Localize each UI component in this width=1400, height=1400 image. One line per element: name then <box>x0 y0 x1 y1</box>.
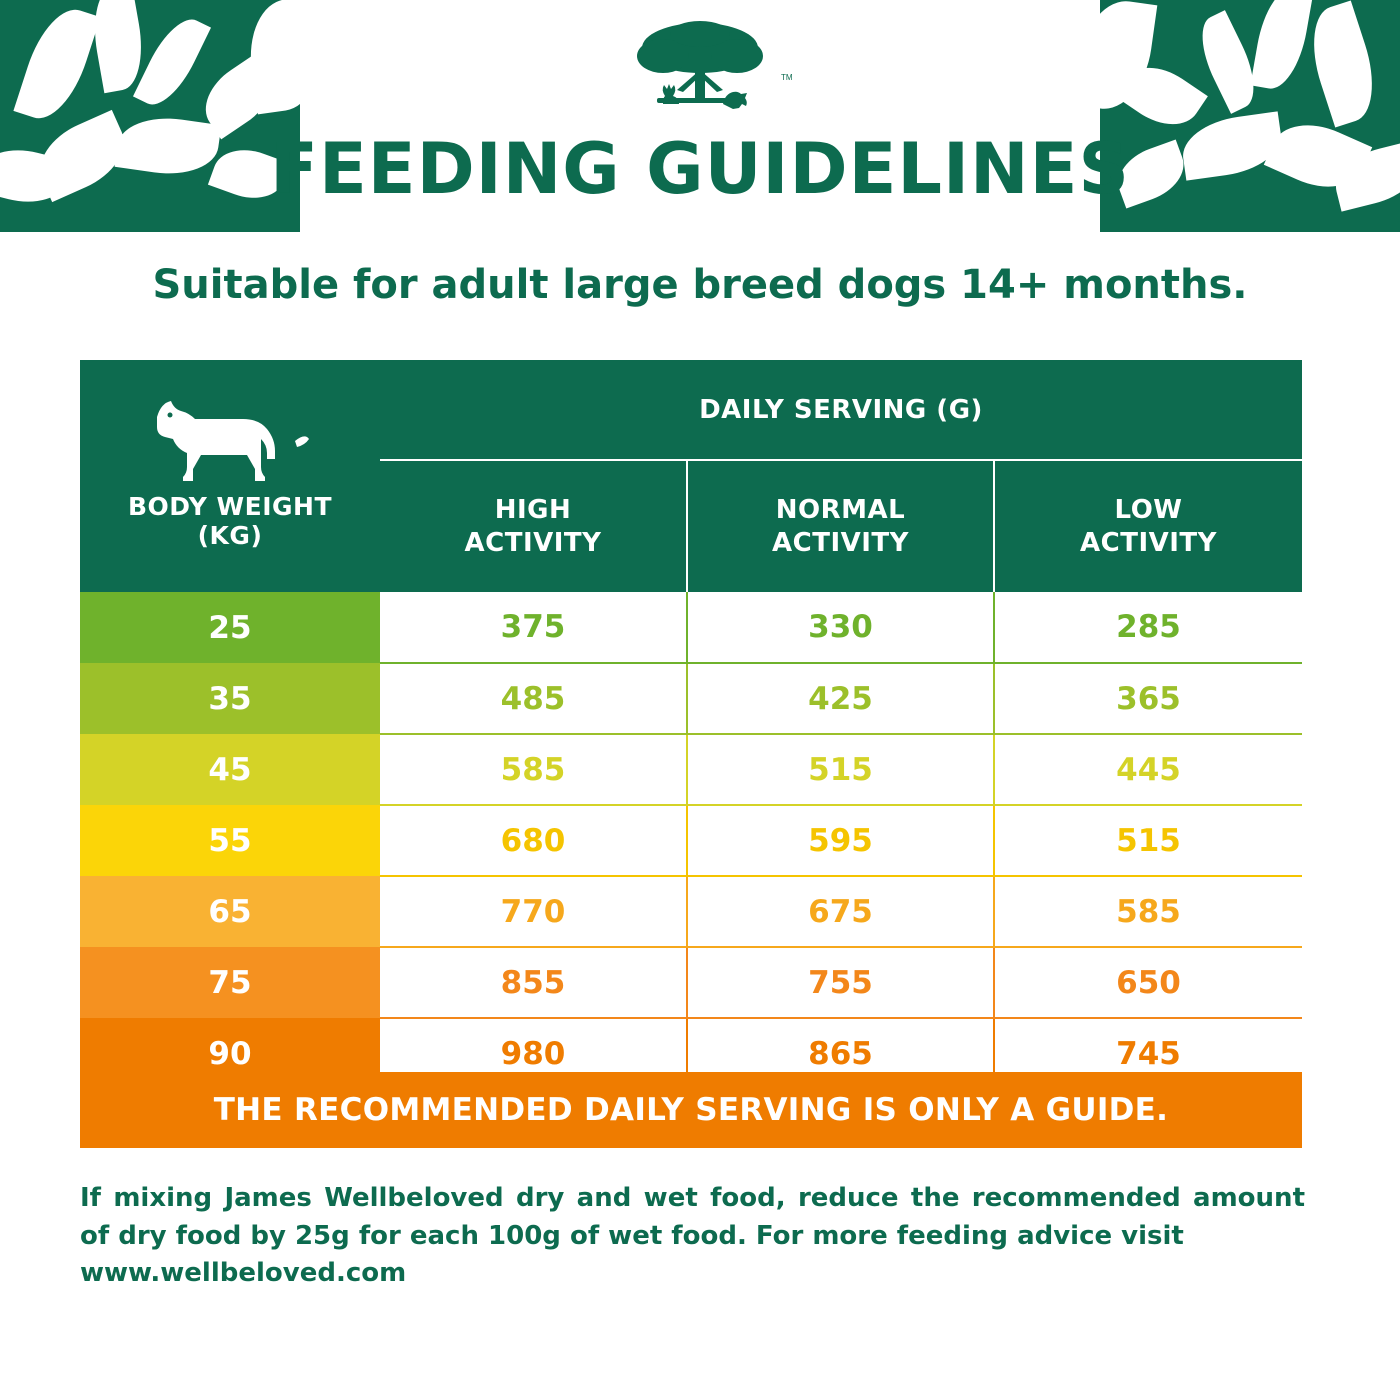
note-line-1: If mixing James Wellbeloved dry and wet food, reduce the recommended amount <box>80 1183 1305 1213</box>
leaf-shape <box>1299 0 1386 127</box>
leaf-shape <box>243 0 328 114</box>
cell-high-activity: 855 <box>380 947 687 1018</box>
leaf-shape <box>13 0 100 127</box>
cell-high-activity: 585 <box>380 734 687 805</box>
table-body <box>80 592 1302 1089</box>
guide-disclaimer-bar: THE RECOMMENDED DAILY SERVING IS ONLY A GUIDE. <box>80 1072 1302 1148</box>
note-line-2: of dry food by 25g for each 100g of wet food. For more feeding advice visit <box>80 1220 1184 1251</box>
cell-normal-activity: 425 <box>687 663 994 734</box>
cell-normal-activity: 865 <box>687 1018 994 1089</box>
body-weight-line2: (KG) <box>197 521 263 550</box>
cell-normal-activity: 755 <box>687 947 994 1018</box>
feeding-guidelines-table <box>80 360 1302 1090</box>
cell-high-activity: 375 <box>380 592 687 663</box>
cell-body-weight: 65 <box>80 876 380 947</box>
cell-low-activity: 445 <box>994 734 1302 805</box>
table-row <box>80 805 1302 876</box>
leaf-shape <box>133 10 211 114</box>
cell-high-activity: 680 <box>380 805 687 876</box>
cell-body-weight: 45 <box>80 734 380 805</box>
james-wellbeloved-tree-logo-icon <box>605 18 795 128</box>
cell-body-weight: 55 <box>80 805 380 876</box>
body-weight-header-cell <box>80 360 380 592</box>
dog-icon <box>145 397 315 489</box>
cell-high-activity: 980 <box>380 1018 687 1089</box>
col-high-line2: ACTIVITY <box>464 527 602 558</box>
cell-body-weight: 90 <box>80 1018 380 1089</box>
table-header-row-1 <box>80 360 1302 460</box>
cell-normal-activity: 595 <box>687 805 994 876</box>
cell-low-activity: 650 <box>994 947 1302 1018</box>
note-website: www.wellbeloved.com <box>80 1258 407 1289</box>
col-normal-line2: ACTIVITY <box>772 527 909 558</box>
feeding-note <box>80 1180 1305 1293</box>
svg-text:TM: TM <box>781 73 793 82</box>
leaf-shape <box>1250 0 1313 93</box>
col-low-line2: ACTIVITY <box>1080 527 1217 558</box>
column-header-normal-activity <box>687 460 994 592</box>
column-header-low-activity <box>994 460 1302 592</box>
table-row <box>80 592 1302 663</box>
page-subtitle: Suitable for adult large breed dogs 14+ months. <box>152 262 1248 308</box>
cell-body-weight: 35 <box>80 663 380 734</box>
page-title: FEEDING GUIDELINES <box>270 128 1130 210</box>
table-row <box>80 947 1302 1018</box>
feeding-table-wrapper <box>80 360 1302 1090</box>
cell-normal-activity: 675 <box>687 876 994 947</box>
table-row <box>80 734 1302 805</box>
col-normal-line1: NORMAL <box>775 495 906 525</box>
table-row <box>80 663 1302 734</box>
col-high-line1: HIGH <box>494 495 572 525</box>
col-low-line1: LOW <box>1114 495 1183 525</box>
body-weight-header-label <box>80 493 380 569</box>
cell-low-activity: 285 <box>994 592 1302 663</box>
cell-low-activity: 585 <box>994 876 1302 947</box>
cell-body-weight: 75 <box>80 947 380 1018</box>
table-row <box>80 876 1302 947</box>
cell-low-activity: 515 <box>994 805 1302 876</box>
cell-normal-activity: 330 <box>687 592 994 663</box>
cell-normal-activity: 515 <box>687 734 994 805</box>
cell-high-activity: 485 <box>380 663 687 734</box>
cell-high-activity: 770 <box>380 876 687 947</box>
table-head <box>80 360 1302 592</box>
body-weight-line1: BODY WEIGHT <box>128 492 332 522</box>
cell-low-activity: 365 <box>994 663 1302 734</box>
daily-serving-header: DAILY SERVING (G) <box>380 360 1302 460</box>
cell-low-activity: 745 <box>994 1018 1302 1089</box>
cell-body-weight: 25 <box>80 592 380 663</box>
column-header-high-activity <box>380 460 687 592</box>
